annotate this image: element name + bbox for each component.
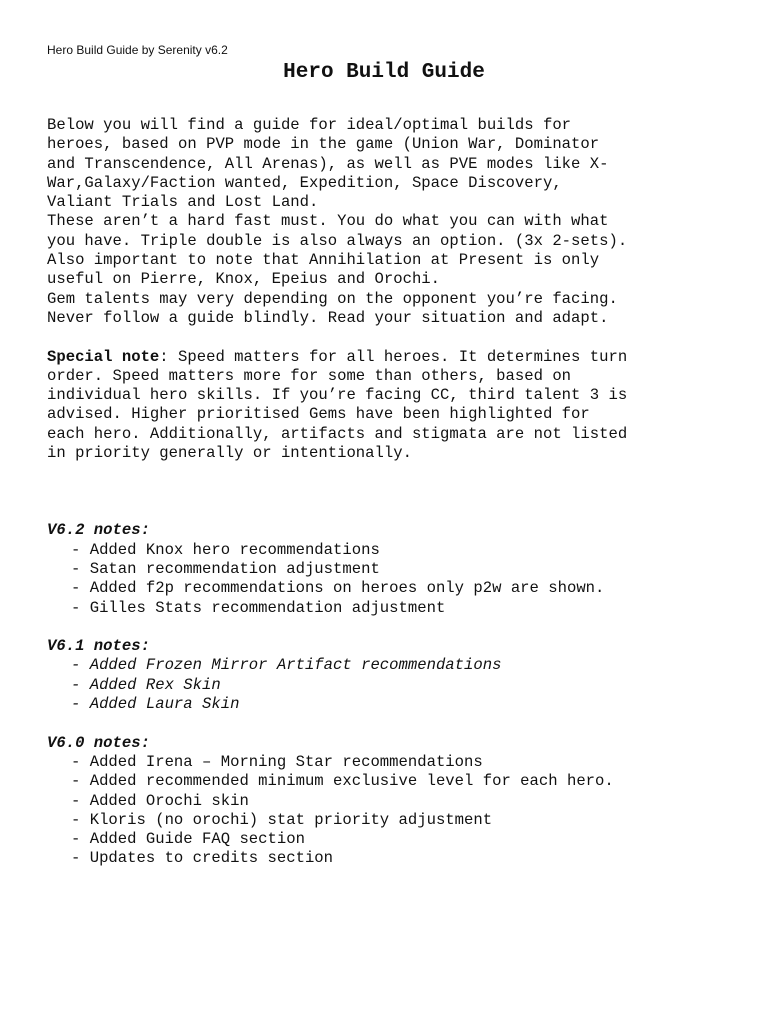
intro-line: These aren’t a hard fast must. You do what you can with what bbox=[47, 212, 609, 231]
intro-line: Below you will find a guide for ideal/optimal builds for bbox=[47, 116, 572, 134]
v62-note-item: - Gilles Stats recommendation adjustment bbox=[71, 598, 446, 617]
v61-notes-section bbox=[47, 637, 747, 714]
v62-notes-section bbox=[47, 521, 747, 617]
document-title: Hero Build Guide bbox=[283, 61, 485, 84]
v62-note-item: - Satan recommendation adjustment bbox=[71, 559, 380, 578]
intro-line: and Transcendence, All Arenas), as well as PVE modes like X- bbox=[47, 154, 609, 173]
document-body bbox=[47, 116, 747, 869]
special-note-paragraph bbox=[47, 348, 747, 464]
v60-notes-section bbox=[47, 734, 747, 869]
intro-line: War,Galaxy/Faction wanted, Expedition, Space Discovery, bbox=[47, 173, 562, 192]
special-note-label: Special note bbox=[47, 347, 160, 366]
v62-note-item: - Added f2p recommendations on heroes only p2w are shown. bbox=[71, 579, 605, 598]
v60-note-item: - Added recommended minimum exclusive level for each hero. bbox=[71, 772, 614, 791]
v60-note-item: - Updates to credits section bbox=[71, 849, 334, 868]
special-note-line: in priority generally or intentionally. bbox=[47, 444, 412, 463]
v60-note-item: - Kloris (no orochi) stat priority adjustment bbox=[71, 810, 493, 829]
intro-line: useful on Pierre, Knox, Epeius and Orochi. bbox=[47, 270, 441, 289]
v60-note-item: - Added Guide FAQ section bbox=[71, 830, 305, 849]
v61-note-item: - Added Frozen Mirror Artifact recommendations bbox=[71, 656, 502, 675]
v60-note-item: - Added Orochi skin bbox=[71, 791, 249, 810]
special-note-first-line bbox=[47, 348, 747, 367]
v60-note-item: - Added Irena – Morning Star recommendations bbox=[71, 752, 483, 771]
special-note-line: advised. Higher prioritised Gems have been highlighted for bbox=[47, 405, 590, 424]
v60-notes-heading: V6.0 notes: bbox=[47, 733, 150, 752]
intro-line: Never follow a guide blindly. Read your situation and adapt. bbox=[47, 308, 609, 327]
intro-line: you have. Triple double is also always an option. (3x 2-sets). bbox=[47, 231, 628, 250]
special-note-line: each hero. Additionally, artifacts and stigmata are not listed bbox=[47, 424, 628, 443]
v62-note-item: - Added Knox hero recommendations bbox=[71, 540, 380, 559]
intro-line: heroes, based on PVP mode in the game (Union War, Dominator bbox=[47, 135, 600, 154]
v62-notes-heading: V6.2 notes: bbox=[47, 521, 150, 540]
v61-note-item: - Added Laura Skin bbox=[71, 695, 240, 714]
special-note-line: order. Speed matters more for some than others, based on bbox=[47, 366, 572, 385]
running-header: Hero Build Guide by Serenity v6.2 bbox=[47, 43, 228, 57]
special-note-line: individual hero skills. If you’re facing CC, third talent 3 is bbox=[47, 386, 628, 405]
special-note-text: : Speed matters for all heroes. It determines turn bbox=[159, 347, 628, 366]
v61-note-item: - Added Rex Skin bbox=[71, 675, 221, 694]
v61-notes-heading: V6.1 notes: bbox=[47, 637, 150, 656]
intro-line: Gem talents may very depending on the opponent you’re facing. bbox=[47, 289, 618, 308]
intro-paragraph bbox=[47, 116, 747, 328]
intro-line: Also important to note that Annihilation at Present is only bbox=[47, 251, 600, 270]
intro-line: Valiant Trials and Lost Land. bbox=[47, 193, 319, 212]
